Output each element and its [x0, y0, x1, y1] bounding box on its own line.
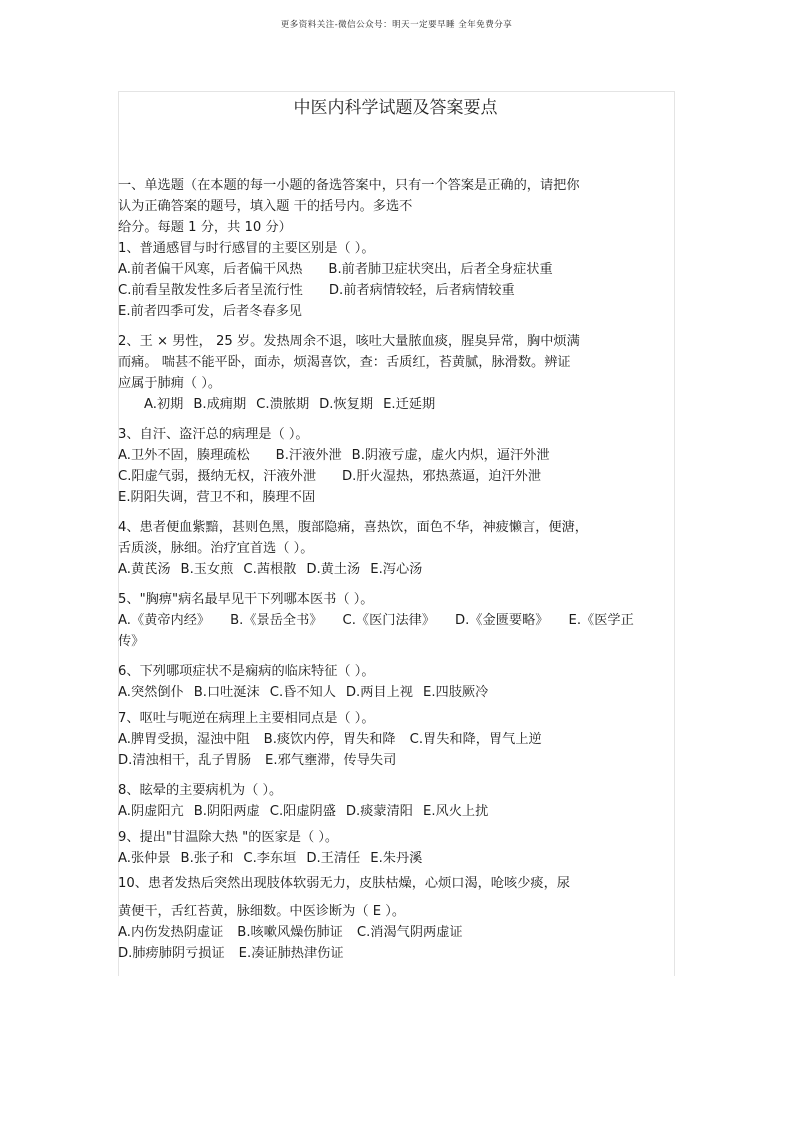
question-stem: 1、普通感冒与时行感冒的主要区别是（ ）。	[118, 241, 375, 256]
question-8	[118, 780, 678, 822]
option-e-cont: 传》	[118, 634, 145, 649]
option-c: C.阳虚阴盛	[269, 804, 336, 819]
option-e: E.四肢厥冷	[423, 685, 489, 700]
option-e: E.凑证肺热津伤证	[238, 946, 344, 961]
question-stem: 5、"胸痹"病名最早见干下列哪本医书（ ）。	[118, 592, 374, 607]
option-e: E.朱丹溪	[370, 851, 423, 866]
option-a: A.张仲景	[118, 851, 171, 866]
option-e: E.《医学正	[568, 613, 634, 628]
option-c: C.李东垣	[243, 851, 297, 866]
option-e: E.迁延期	[383, 397, 436, 412]
question-stem: 舌质淡，脉细。治疗宜首选（ ）。	[118, 541, 314, 556]
option-b: B.痰饮内停，胃失和降	[263, 732, 396, 747]
option-b: B.前者肺卫症状突出，后者全身症状重	[328, 262, 553, 277]
option-row	[118, 559, 678, 580]
question-stem: 2、王 × 男性， 25 岁。发热周余不退，咳吐大量脓血痰，腥臭异常，胸中烦满	[118, 334, 580, 349]
option-row	[118, 394, 678, 415]
option-d: D.王清任	[306, 851, 361, 866]
option-row	[118, 943, 678, 964]
option-d: D.清浊相干，乱子胃肠	[118, 753, 252, 768]
option-c: C.溃脓期	[256, 397, 310, 412]
option-row	[118, 631, 678, 652]
option-a: A.《黄帝内经》	[118, 613, 211, 628]
option-d: D.痰蒙清阳	[345, 804, 413, 819]
option-d: D.恢复期	[319, 397, 374, 412]
option-a: A.初期	[144, 397, 184, 412]
option-row	[118, 848, 678, 869]
option-c: C.前看呈散发性多后者呈流行性	[118, 283, 303, 298]
question-stem: 黄便干，舌红苔黄，脉细数。中医诊断为（ E ）。	[118, 904, 406, 919]
option-row	[118, 280, 678, 301]
option-c: C.昏不知人	[269, 685, 336, 700]
option-b: B.张子和	[180, 851, 234, 866]
question-stem: 7、呕吐与呃逆在病理上主要相同点是（ ）。	[118, 711, 375, 726]
question-stem: 而痛。 喘甚不能平卧，面赤，烦渴喜饮，查：舌质红，苔黄腻，脉滑数。辨证	[118, 355, 571, 370]
option-e: E.风火上扰	[423, 804, 489, 819]
option-b-2: B.阴液亏虚，虚火内炽，逼汗外泄	[351, 448, 550, 463]
option-a: A.卫外不固，腠理疏松	[118, 448, 250, 463]
option-row	[118, 445, 678, 466]
option-a: A.黄芪汤	[118, 562, 171, 577]
option-d: D.前者病情较轻，后者病情较重	[328, 283, 515, 298]
option-row	[118, 610, 678, 631]
question-9	[118, 827, 678, 869]
question-3	[118, 424, 678, 508]
question-10	[118, 873, 678, 964]
question-stem: 4、患者便血紫黯，甚则色黑，腹部隐痛，喜热饮，面色不华，神疲懒言，便溏，	[118, 520, 588, 535]
option-e: E.邪气壅滞，传导失司	[265, 753, 397, 768]
option-row	[118, 259, 678, 280]
top-banner: 更多资料关注-微信公众号：明天一定要早睡 全年免费分享	[280, 20, 513, 30]
option-b: B.阴阳两虚	[193, 804, 260, 819]
question-stem: 应属于肺痈（ ）。	[118, 376, 222, 391]
question-stem: 6、下列哪项症状不是痫病的临床特征（ ）。	[118, 664, 375, 679]
option-c: C.胃失和降，胃气上逆	[409, 732, 542, 747]
option-b: B.汗液外泄	[275, 448, 342, 463]
section-instructions	[118, 175, 678, 238]
option-a: A.脾胃受损，湿浊中阻	[118, 732, 250, 747]
option-d: D.肺痨肺阴亏损证	[118, 946, 225, 961]
document-body	[118, 175, 678, 964]
option-row	[118, 466, 678, 487]
question-2	[118, 331, 678, 415]
option-row	[118, 487, 678, 508]
question-5	[118, 589, 678, 652]
option-c: C.消渴气阴两虚证	[356, 925, 463, 940]
option-row	[118, 750, 678, 771]
option-row	[118, 922, 678, 943]
option-a: A.突然倒仆	[118, 685, 184, 700]
option-b: B.玉女煎	[180, 562, 234, 577]
question-stem: 3、自汗、盗汗总的病理是（ ）。	[118, 427, 309, 442]
option-row	[118, 301, 678, 322]
option-e: E.前者四季可发，后者冬春多见	[118, 304, 302, 319]
question-stem: 10、患者发热后突然出现肢体软弱无力，皮肤枯燥，心烦口渴，呛咳少痰，尿	[118, 876, 570, 891]
option-b: B.咳嗽风燥伤肺证	[237, 925, 343, 940]
instruction-line: 给分。每题 1 分，共 10 分）	[118, 220, 292, 235]
option-b: B.成痈期	[193, 397, 247, 412]
page-title: 中医内科学试题及答案要点	[293, 98, 498, 118]
option-row	[118, 682, 678, 703]
option-d: D.两目上视	[345, 685, 413, 700]
option-row	[118, 729, 678, 750]
option-e: E.泻心汤	[370, 562, 423, 577]
option-a: A.前者偏干风寒，后者偏干风热	[118, 262, 303, 277]
option-e: E.阴阳失调，营卫不和，腠理不固	[118, 490, 316, 505]
option-b: B.口吐涎沫	[193, 685, 260, 700]
option-c: C.茜根散	[243, 562, 297, 577]
question-4	[118, 517, 678, 580]
option-row	[118, 801, 678, 822]
option-b: B.《景岳全书》	[230, 613, 323, 628]
option-d: D.肝火湿热，邪热蒸逼，迫汗外泄	[342, 469, 542, 484]
question-stem: 8、眩晕的主要病机为（ ）。	[118, 783, 283, 798]
option-c: C.《医门法律》	[342, 613, 436, 628]
question-1	[118, 238, 678, 322]
instruction-line: 认为正确答案的题号，填入题 干的括号内。多选不	[118, 199, 413, 214]
option-a: A.内伤发热阴虚证	[118, 925, 224, 940]
question-7	[118, 708, 678, 771]
option-c: C.阳虚气弱，摄纳无权，汗液外泄	[118, 469, 317, 484]
instruction-line: 一、单选题（在本题的每一小题的备选答案中，只有一个答案是正确的，请把你	[118, 178, 580, 193]
option-a: A.阴虚阳亢	[118, 804, 184, 819]
option-d: D.黄土汤	[306, 562, 361, 577]
question-6	[118, 661, 678, 703]
question-stem: 9、提出"甘温除大热 "的医家是（ ）。	[118, 830, 339, 845]
option-d: D.《金匮要略》	[455, 613, 549, 628]
